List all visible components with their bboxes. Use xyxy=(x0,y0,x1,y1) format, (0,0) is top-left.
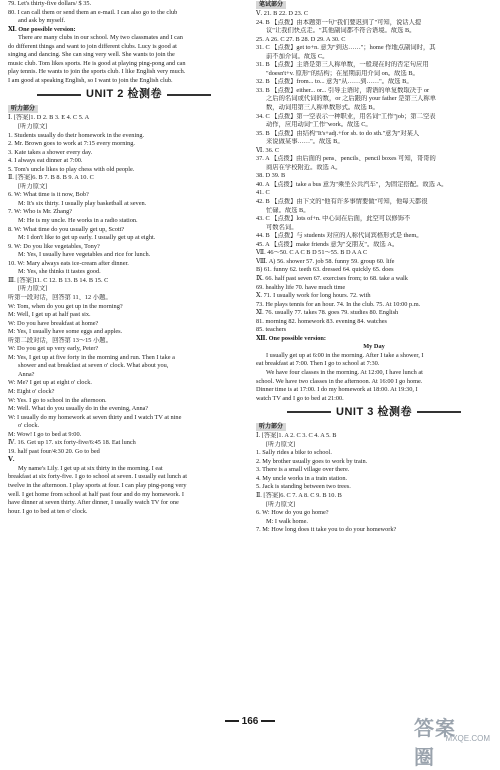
text-line: hour. I go to bed at ten o' clock. xyxy=(8,507,88,515)
text-line: 9. W: Do you like vegetables, Tony? xyxy=(8,242,100,250)
text-line: M: It's six thirty. I usually play basketball at seven. xyxy=(18,199,147,207)
watermark-site-text: MXQE.COM xyxy=(445,734,490,743)
text-line: M: Yes, I usually have vegetables and rice for lunch. xyxy=(18,251,151,259)
text-line: Ⅴ. 21. B 22. D 23. C xyxy=(256,10,309,17)
text-line: We have four classes in the morning. At 12:00, I have lunch at xyxy=(266,368,423,376)
text-line: breakfast at six forty-five. I go to school at seven. I usually eat lunch at xyxy=(8,473,188,481)
text-line: [听力原文] xyxy=(266,440,296,448)
text-line: M: Eight o' clock? xyxy=(8,387,55,395)
text-line: 34. C 【点拨】第一空表示一种职业，用名词"工作"job；第二空表 xyxy=(256,112,436,120)
text-line: I am good at speaking English, so I want to join the English club. xyxy=(8,76,173,84)
text-line: 3. There is a small village over there. xyxy=(256,466,350,474)
text-line: 5. Jack is standing between two trees. xyxy=(256,483,351,491)
text-line: Ⅸ. 66. half past seven 67. exercises from; to 68. take a walk xyxy=(256,274,408,282)
text-line: Ⅰ. [答案]1. D 2. B 3. E 4. C 5. A xyxy=(8,114,90,122)
text-line: 35. B 【点拨】由结构"It's+adj.+for sb. to do sth."意为"对某人 xyxy=(256,129,420,137)
text-line: 31. C 【点拨】get to+n. 意为"到达……"；home 作地点副词时，其 xyxy=(256,44,436,52)
text-line: 3. Kate takes a shower every day. xyxy=(8,148,93,156)
unit-heading xyxy=(256,405,492,420)
text-line: Dinner time is at 17:00. I do my homework at 18:00. At 19:30, I xyxy=(256,386,418,394)
text-line: 24. B 【点拨】由本题第一句"我们要迟到了"可知，说话人提 xyxy=(256,18,422,26)
text-line: 5. Tom's uncle likes to play chess with old people. xyxy=(8,165,135,173)
text-line: Ⅱ. [答案]6. C 7. A 8. C 9. B 10. B xyxy=(256,491,342,499)
text-line: 31. B 【点拨】主语是第三人称单数，一般现在时的否定句应用 xyxy=(256,61,429,69)
text-line: 38. D 39. B xyxy=(256,172,286,180)
text-line: M: I walk home. xyxy=(266,517,308,525)
text-line: 商店在学校附近。故选 A。 xyxy=(266,163,342,171)
text-line: Ⅷ. A) 56. shower 57. job 58. funny 59. group 60. life xyxy=(256,257,395,265)
text-line: 4. I always eat dinner at 7:00. xyxy=(8,157,83,165)
text-line: Ⅺ. One possible version: xyxy=(8,25,76,33)
text-line: 8. W: What time do you usually get up, Scott? xyxy=(8,225,125,233)
text-line: 前不加介词。故选 C。 xyxy=(266,52,329,60)
text-line: 19. half past four/4:30 20. Go to bed xyxy=(8,447,100,455)
text-line: [听力原文] xyxy=(18,285,48,293)
text-line: Ⅲ. [答案]11. C 12. B 13. B 14. B 15. C xyxy=(8,276,109,284)
text-line: 1. Sally rides a bike to school. xyxy=(256,449,332,457)
text-line: 40. A 【点拨】take a bus 意为"乘坐公共汽车"，为固定搭配。故选 A。 xyxy=(256,180,448,188)
text-line: [听力原文] xyxy=(18,182,48,190)
text-line: 动作，应用动词"工作"work。故选 C。 xyxy=(266,121,372,129)
text-line: 69. healthy life 70. have much time xyxy=(256,283,346,291)
text-line: 32. B 【点拨】from... to... 意为"从……到……"。故选 B。 xyxy=(256,78,413,86)
unit-heading xyxy=(8,87,240,102)
text-line: shower and eat breakfast at seven o' clock. What about you, xyxy=(18,362,169,370)
unit-heading-text: UNIT 3 检测卷 xyxy=(336,406,412,419)
text-line: 听第二段对话，回答第 13～15 小题。 xyxy=(8,336,112,344)
text-line: 44. B 【点拨】与 students 对应的人称代词宾格形式是 them。 xyxy=(256,232,423,240)
text-line: W: Tom, when do you get up in the morning? xyxy=(8,302,123,310)
text-line: and ask by myself. xyxy=(18,17,66,25)
text-line: eat breakfast at 7:00. Then I go to school at 7:30. xyxy=(256,360,380,368)
text-line: M: Wow! I go to bed at 9:00. xyxy=(8,430,82,438)
text-line: Ⅳ. 16. Get up 17. six forty-five/6:45 18. Eat lunch xyxy=(8,439,136,447)
text-line: 议"让我们快点走。"其他副词都不符合语境。故选 B。 xyxy=(266,27,416,35)
text-line: do different things and want to join different clubs. Lucy is good at xyxy=(8,42,177,50)
text-line: Ⅰ. [答案]1. A 2. C 3. C 4. A 5. B xyxy=(256,432,337,440)
text-line: M: Yes, I get up at five forty in the morning and run. Then I take a xyxy=(8,353,175,361)
text-line: 73. He plays tennis for an hour. 74. In the club. 75. At 10:00 p.m. xyxy=(256,300,421,308)
text-line: M: Well. What do you usually do in the evening, Anna? xyxy=(8,405,149,413)
page-number-text: 166 xyxy=(241,716,259,727)
left-column xyxy=(8,0,240,516)
text-line: singing and dancing. She can sing very well. She wants to join the xyxy=(8,51,175,59)
text-line: 2. My brother usually goes to work by train. xyxy=(256,457,368,465)
text-line: music club. Tom likes sports. He is good at playing ping-pong and can xyxy=(8,59,186,67)
text-line: 数，动词用第三人称单数形式。故选 B。 xyxy=(266,104,379,112)
text-line: 7. W: Who is Mr. Zhang? xyxy=(8,208,73,216)
section-label: 听力部分 xyxy=(8,105,38,113)
text-line: 4. My uncle works in a train station. xyxy=(256,474,348,482)
text-line: 2. Mr. Brown goes to work at 7:15 every morning. xyxy=(8,140,135,148)
text-line: M: Yes, she thinks it tastes good. xyxy=(18,268,101,276)
text-line: 80. I can call them or send them an e-mail. I can also go to the club xyxy=(8,8,178,16)
text-line: watch TV and I go to bed at 21:00. xyxy=(256,394,344,402)
watermark-logo xyxy=(414,712,494,769)
section-label: 笔试部分 xyxy=(256,1,286,9)
text-line: I usually get up at 6:00 in the morning. After I take a shower, I xyxy=(266,351,424,359)
text-line: 1. Students usually do their homework in the evening. xyxy=(8,131,145,139)
text-line: W: Do you get up very early, Peter? xyxy=(8,345,99,353)
text-line: 37. A 【点拨】由后面的 pens、pencils、pencil boxes 可知，哥哥的 xyxy=(256,155,436,163)
text-line: 25. A 26. C 27. B 28. D 29. A 30. C xyxy=(256,35,346,43)
text-line: o' clock. xyxy=(18,422,40,430)
text-line: 33. B 【点拨】either... or... 引导主语时，谓语的单复数取决于 or xyxy=(256,86,430,94)
text-line: 忙碌。故选 B。 xyxy=(266,206,310,214)
text-line: Ⅻ. One possible version: xyxy=(256,334,326,342)
section-label: 听力部分 xyxy=(256,423,286,431)
text-line: Ⅺ. 76. usually 77. takes 78. goes 79. studies 80. English xyxy=(256,309,399,317)
text-line: 6. W: What time is it now, Bob? xyxy=(8,191,89,199)
text-line: 85. teachers xyxy=(256,326,287,334)
text-line: 7. M: How long does it take you to do your homework? xyxy=(256,526,397,534)
text-line: [听力原文] xyxy=(266,500,296,508)
text-line: 之后的名词或代词的数，or 之后跟的 your father 是第三人称单 xyxy=(266,95,437,103)
text-line: 79. Let's thirty-five dollars/ $ 35. xyxy=(8,0,92,7)
text-line: B) 61. funny 62. teeth 63. dressed 64. quickly 65. does xyxy=(256,266,394,274)
text-line: My name's Lily. I get up at six thirty in the morning. I eat xyxy=(18,464,163,472)
text-line: M: Well, I get up at half past six. xyxy=(8,311,91,319)
text-line: [听力原文] xyxy=(18,123,48,131)
text-line: well. I get home from school at half past four and do my homework. I xyxy=(8,490,184,498)
text-line: My Day xyxy=(363,343,385,351)
text-line: 45. A 【点拨】make friends 意为"交朋友"。故选 A。 xyxy=(256,240,399,248)
text-line: M: He is my uncle. He works in a radio station. xyxy=(18,217,138,225)
text-line: twelve in the afternoon. I play sports at four. I can play ping-pong very xyxy=(8,481,187,489)
text-line: 来说做某事……"。故选 B。 xyxy=(266,138,344,146)
text-line: Ⅵ. 36. C xyxy=(256,146,280,154)
text-line: W: Yes. I go to school in the afternoon. xyxy=(8,396,107,404)
text-line: Anna? xyxy=(18,370,35,378)
text-line: have dinner at seven thirty. After dinner, I usually watch TV for one xyxy=(8,499,179,507)
text-line: play tennis. He wants to join the sports club. I like English very much. xyxy=(8,68,186,76)
text-line: Ⅴ. xyxy=(8,456,15,464)
right-column xyxy=(256,0,492,535)
text-line: Ⅶ. 46～50. C A C B D 51～55. B D A A C xyxy=(256,249,368,257)
text-line: W: Do you have breakfast at home? xyxy=(8,319,99,327)
text-line: 81. morning 82. homework 83. evening 84. watches xyxy=(256,317,387,325)
text-line: 42. B 【点拨】由下文的"他有许多事情要做"可知，他每天都很 xyxy=(256,198,428,206)
text-line: 43. C 【点拨】lots of+n. 中心词在后面，此空可以修饰不 xyxy=(256,215,411,223)
text-line: 6. W: How do you go home? xyxy=(256,509,329,517)
text-line: Ⅱ. [答案]6. B 7. B 8. B 9. A 10. C xyxy=(8,174,94,182)
text-line: 41. C xyxy=(256,189,270,197)
text-line: M: I don't like to get up early. I usually get up at eight. xyxy=(18,234,156,242)
text-line: There are many clubs in our school. My two classmates and I can xyxy=(18,34,183,42)
text-line: "doesn't+v. 原形"的结构；在星期前用介词 on。故选 B。 xyxy=(266,69,419,77)
unit-heading-text: UNIT 2 检测卷 xyxy=(86,88,162,101)
text-line: W: I usually do my homework at seven thirty and I watch TV at nine xyxy=(8,413,182,421)
text-line: 可数名词。 xyxy=(266,223,298,231)
text-line: school. We have two classes in the afternoon. At 16:00 I go home. xyxy=(256,377,423,385)
watermark-logo-text: 答案圈 xyxy=(414,718,456,769)
text-line: 10. W: Mary always eats ice-cream after dinner. xyxy=(8,259,129,267)
text-line: M: Yes, I usually have some eggs and apples. xyxy=(8,328,123,336)
text-line: Ⅹ. 71. I usually work for long hours. 72. with xyxy=(256,292,371,300)
text-line: 听第一段对话，回答第 11、12 小题。 xyxy=(8,293,112,301)
text-line: W: Me? I get up at eight o' clock. xyxy=(8,379,92,387)
